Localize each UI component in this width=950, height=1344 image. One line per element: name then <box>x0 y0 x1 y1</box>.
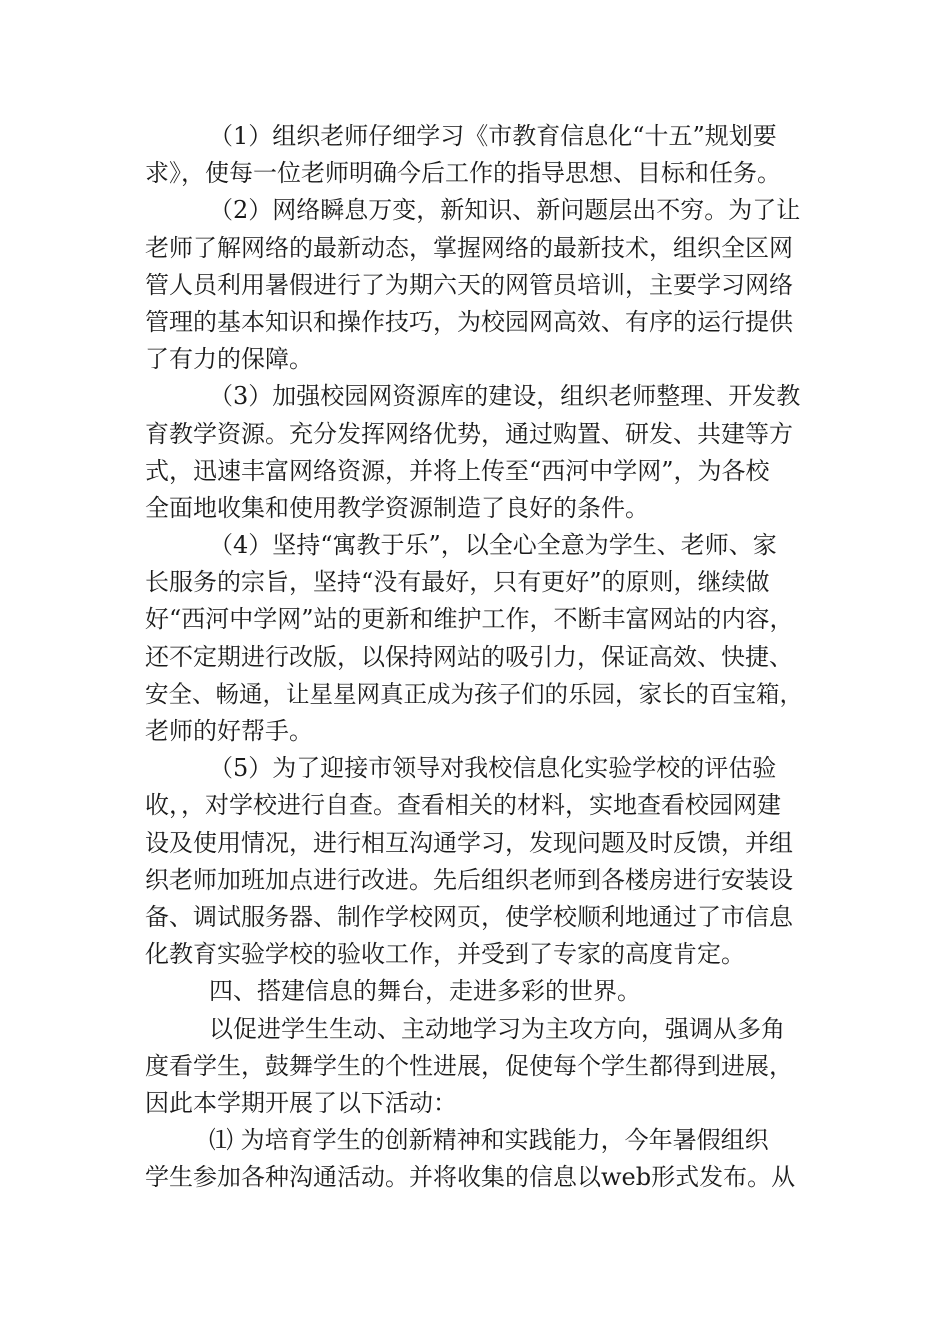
text-line: 老师的好帮手。 <box>145 717 313 745</box>
text-line: 学生参加各种沟通活动。并将收集的信息以web形式发布。从 <box>145 1163 796 1192</box>
text-line: 长服务的宗旨，坚持“没有最好，只有更好”的原则，继续做 <box>145 568 770 597</box>
text-line: （1）组织老师仔细学习《市教育信息化“十五”规划要 <box>209 122 777 150</box>
text-line: 因此本学期开展了以下活动： <box>145 1088 457 1117</box>
text-line: 设及使用情况，进行相互沟通学习，发现问题及时反馈，并组 <box>145 828 793 857</box>
text-line: 织老师加班加点进行改进。先后组织老师到各楼房进行安装设 <box>145 865 793 894</box>
text-line: 老师了解网络的最新动态，掌握网络的最新技术，组织全区网 <box>145 233 793 262</box>
text-line: 式，迅速丰富网络资源，并将上传至“西河中学网”，为各校 <box>145 456 770 485</box>
text-line: 了有力的保障。 <box>145 345 313 374</box>
text-line: 备、调试服务器、制作学校网页，使学校顺利地通过了市信息 <box>145 902 793 931</box>
text-line: （2）网络瞬息万变，新知识、新问题层出不穷。为了让 <box>209 196 801 225</box>
text-line: 度看学生，鼓舞学生的个性进展，促使每个学生都得到进展， <box>145 1051 793 1080</box>
text-line: 管人员利用暑假进行了为期六天的网管员培训，主要学习网络 <box>145 270 793 299</box>
text-line: 以促进学生生动、主动地学习为主攻方向，强调从多角 <box>209 1014 785 1043</box>
text-line: 化教育实验学校的验收工作，并受到了专家的高度肯定。 <box>145 940 745 969</box>
text-line: ⑴ 为培育学生的创新精神和实践能力，今年暑假组织 <box>209 1126 769 1155</box>
text-line: 四、搭建信息的舞台，走进多彩的世界。 <box>209 977 641 1006</box>
text-line: 收，，对学校进行自查。查看相关的材料，实地查看校园网建 <box>145 791 781 820</box>
text-line: 管理的基本知识和操作技巧，为校园网高效、有序的运行提供 <box>145 307 793 336</box>
text-line: （5）为了迎接市领导对我校信息化实验学校的评估验 <box>209 754 777 783</box>
text-line: 求》，使每一位老师明确今后工作的指导思想、目标和任务。 <box>145 159 781 188</box>
document-body <box>145 118 805 1196</box>
text-line: （4）坚持“寓教于乐”，以全心全意为学生、老师、家 <box>209 531 777 560</box>
text-line: 安全、畅通，让星星网真正成为孩子们的乐园，家长的百宝箱， <box>145 679 803 708</box>
text-line: （3）加强校园网资源库的建设，组织老师整理、开发教 <box>209 382 801 411</box>
text-line: 还不定期进行改版，以保持网站的吸引力，保证高效、快捷、 <box>145 642 793 671</box>
text-line: 育教学资源。充分发挥网络优势，通过购置、研发、共建等方 <box>145 419 793 448</box>
text-line: 全面地收集和使用教学资源制造了良好的条件。 <box>145 493 649 522</box>
text-line: 好“西河中学网”站的更新和维护工作，不断丰富网站的内容， <box>145 605 794 634</box>
